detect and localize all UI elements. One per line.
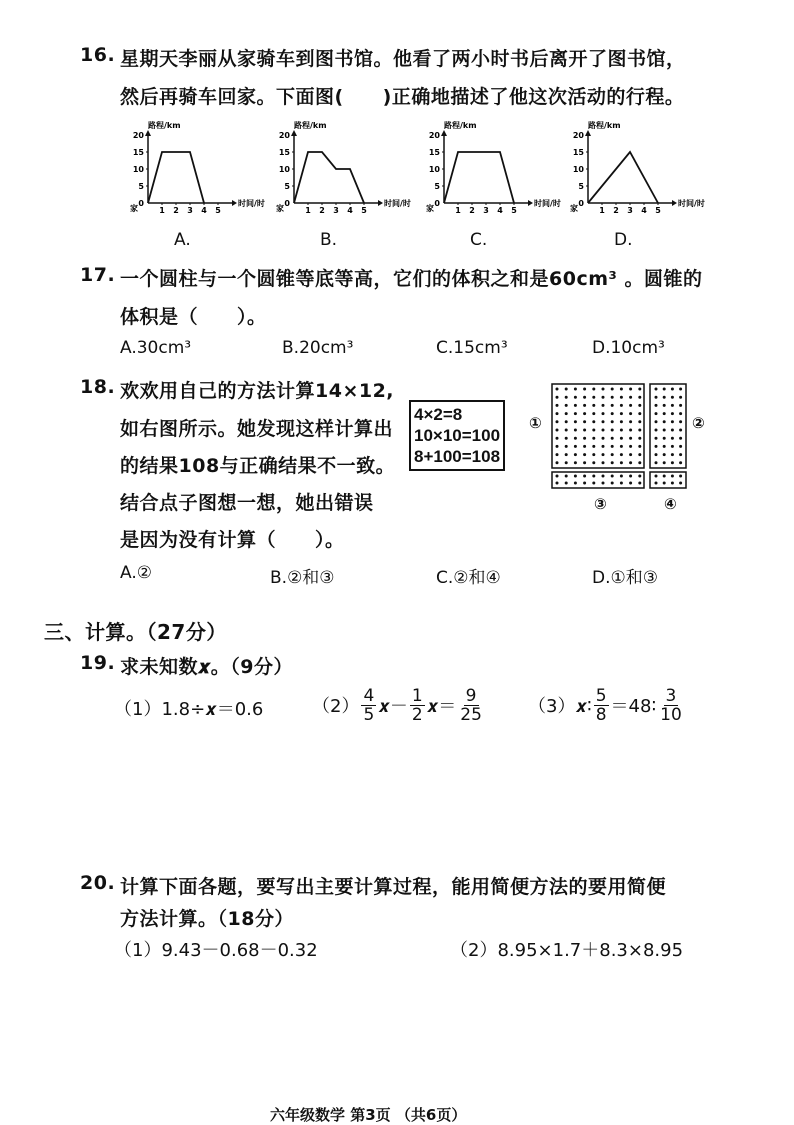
dot xyxy=(663,396,666,399)
dot xyxy=(620,475,623,478)
dot xyxy=(655,429,658,432)
dot xyxy=(611,396,614,399)
dot xyxy=(679,437,682,440)
dot xyxy=(655,396,658,399)
q17-line1: 一个圆柱与一个圆锥等底等高，它们的体积之和是60cm³ 。圆锥的 xyxy=(120,268,703,290)
x-tick-label: 4 xyxy=(201,206,207,215)
dot xyxy=(620,404,623,407)
dot xyxy=(602,453,605,456)
dot xyxy=(556,420,559,423)
dot xyxy=(671,412,674,415)
dot xyxy=(679,482,682,485)
q18-line4: 结合点子图想一想，她出错误 xyxy=(120,492,374,514)
dot xyxy=(592,412,595,415)
dot xyxy=(655,388,658,391)
origin-label: 家 xyxy=(130,204,138,213)
q19-part1 xyxy=(114,688,263,728)
dot xyxy=(611,388,614,391)
x-tick-label: 5 xyxy=(361,206,367,215)
dot xyxy=(655,453,658,456)
dot xyxy=(671,404,674,407)
dot xyxy=(583,461,586,464)
y-tick-label: 0 xyxy=(578,199,584,208)
dot xyxy=(620,482,623,485)
dot xyxy=(629,388,632,391)
q16-option-b[interactable]: B. xyxy=(320,230,338,250)
series-line xyxy=(294,152,364,203)
dot xyxy=(602,388,605,391)
dot xyxy=(638,437,641,440)
dot xyxy=(611,429,614,432)
dot xyxy=(592,396,595,399)
dot xyxy=(638,475,641,478)
dot xyxy=(556,475,559,478)
q19-part1-text: （1）1.8÷𝒙＝0.6 xyxy=(114,699,264,720)
series-line xyxy=(588,152,658,203)
dot xyxy=(602,420,605,423)
x-tick-label: 3 xyxy=(627,206,633,215)
dot xyxy=(655,420,658,423)
dot xyxy=(638,396,641,399)
q19-title: 求未知数𝒙。（9分） xyxy=(120,656,293,678)
q18-option-c[interactable]: C.②和④ xyxy=(436,568,501,588)
dot xyxy=(638,412,641,415)
dot xyxy=(574,437,577,440)
x-tick-label: 4 xyxy=(641,206,647,215)
dot xyxy=(655,475,658,478)
dot xyxy=(556,396,559,399)
dot xyxy=(679,388,682,391)
q17-line2: 体积是（ ）。 xyxy=(120,306,267,328)
x-tick-label: 5 xyxy=(511,206,517,215)
dot xyxy=(620,412,623,415)
dot xyxy=(556,482,559,485)
dot xyxy=(655,412,658,415)
q19-part2-eq: 𝒙＝ xyxy=(426,696,457,717)
x-tick-label: 4 xyxy=(497,206,503,215)
x-tick-label: 3 xyxy=(483,206,489,215)
dot xyxy=(602,437,605,440)
dot xyxy=(679,453,682,456)
y-tick-label: 20 xyxy=(132,131,144,140)
x-tick-label: 2 xyxy=(173,206,179,215)
dot xyxy=(663,429,666,432)
dot xyxy=(583,482,586,485)
dot xyxy=(655,404,658,407)
dot xyxy=(556,388,559,391)
q19-part3-mid: ＝48∶ xyxy=(610,696,657,717)
chart-a xyxy=(126,118,286,250)
origin-label: 家 xyxy=(276,204,284,213)
dot xyxy=(638,404,641,407)
dot xyxy=(556,437,559,440)
dot xyxy=(592,404,595,407)
x-tick-label: 3 xyxy=(333,206,339,215)
y-tick-label: 15 xyxy=(428,148,440,157)
dot xyxy=(679,412,682,415)
dot xyxy=(663,445,666,448)
page-footer: 六年级数学 第3页 （共6页） xyxy=(270,1106,467,1124)
mark-4: ④ xyxy=(664,495,677,513)
q19-number: 19. xyxy=(80,652,116,674)
dot xyxy=(611,453,614,456)
dot xyxy=(620,396,623,399)
dot xyxy=(583,404,586,407)
dot xyxy=(565,412,568,415)
origin-label: 家 xyxy=(426,204,434,213)
y-axis-label: 路程/km xyxy=(294,121,327,130)
dot xyxy=(592,437,595,440)
q16-line2: 然后再骑车回家。下面图( )正确地描述了他这次活动的行程。 xyxy=(120,86,685,108)
dot xyxy=(663,475,666,478)
dot xyxy=(574,396,577,399)
fraction: $\frac{3}{10}$ xyxy=(660,685,682,725)
block-3 xyxy=(552,472,644,488)
mark-3: ③ xyxy=(594,495,607,513)
dot xyxy=(671,388,674,391)
dot xyxy=(574,461,577,464)
q18-option-b[interactable]: B.②和③ xyxy=(270,568,335,588)
chart-c xyxy=(422,118,582,250)
dot xyxy=(671,461,674,464)
mark-2: ② xyxy=(692,414,705,432)
dot xyxy=(679,420,682,423)
dot xyxy=(565,445,568,448)
block-4 xyxy=(650,472,686,488)
x-axis-arrow xyxy=(378,200,383,206)
y-axis-label: 路程/km xyxy=(588,121,621,130)
dot xyxy=(574,404,577,407)
dot xyxy=(574,412,577,415)
q18-line2: 如右图所示。她发现这样计算出 xyxy=(120,418,394,440)
origin-label: 家 xyxy=(570,204,578,213)
q20-part2: （2）8.95×1.7＋8.3×8.95 xyxy=(450,940,684,961)
x-tick-label: 1 xyxy=(455,206,461,215)
y-tick-label: 20 xyxy=(572,131,584,140)
dot xyxy=(663,388,666,391)
q20-line2: 方法计算。（18分） xyxy=(120,908,294,930)
dot xyxy=(556,404,559,407)
dot xyxy=(611,482,614,485)
dot xyxy=(655,482,658,485)
q20-line1: 计算下面各题，要写出主要计算过程，能用简便方法的要用简便 xyxy=(120,876,667,898)
y-tick-label: 10 xyxy=(132,165,144,174)
dot xyxy=(679,445,682,448)
dot xyxy=(663,482,666,485)
dot xyxy=(574,429,577,432)
q16-option-d[interactable]: D. xyxy=(614,230,633,250)
q16-number: 16. xyxy=(80,44,116,66)
dot xyxy=(611,461,614,464)
dot xyxy=(620,445,623,448)
dot xyxy=(671,453,674,456)
dot xyxy=(583,396,586,399)
dot xyxy=(592,420,595,423)
dot xyxy=(620,453,623,456)
dot xyxy=(565,388,568,391)
dot xyxy=(663,412,666,415)
dot xyxy=(574,445,577,448)
x-tick-label: 2 xyxy=(613,206,619,215)
x-axis-label: 时间/时 xyxy=(678,199,705,208)
dot xyxy=(663,404,666,407)
q18-number: 18. xyxy=(80,376,116,398)
x-tick-label: 3 xyxy=(187,206,193,215)
y-tick-label: 5 xyxy=(138,182,144,191)
dot xyxy=(592,429,595,432)
dot xyxy=(574,475,577,478)
dot xyxy=(583,388,586,391)
dot xyxy=(629,475,632,478)
q17-option-d[interactable]: D.10cm³ xyxy=(592,338,665,358)
dot xyxy=(638,420,641,423)
dot xyxy=(583,475,586,478)
dot xyxy=(602,412,605,415)
dot xyxy=(638,388,641,391)
q17-option-a[interactable]: A.30cm³ xyxy=(120,338,192,358)
y-tick-label: 0 xyxy=(434,199,440,208)
dot xyxy=(565,437,568,440)
x-tick-label: 5 xyxy=(215,206,221,215)
q18-option-a[interactable]: A.② xyxy=(120,563,152,583)
dot xyxy=(629,420,632,423)
dot xyxy=(671,420,674,423)
y-tick-label: 5 xyxy=(434,182,440,191)
dot xyxy=(638,461,641,464)
dot xyxy=(611,404,614,407)
y-tick-label: 20 xyxy=(428,131,440,140)
q16-line1: 星期天李丽从家骑车到图书馆。他看了两小时书后离开了图书馆， xyxy=(120,48,686,70)
dot xyxy=(556,461,559,464)
x-axis-arrow xyxy=(672,200,677,206)
fraction: $\frac{5}{8}$ xyxy=(595,685,607,725)
y-tick-label: 15 xyxy=(278,148,290,157)
calc-line-2: 10×10=100 xyxy=(414,426,501,445)
dot xyxy=(663,420,666,423)
q19-part2-mid: 𝒙－ xyxy=(378,696,408,717)
x-axis-label: 时间/时 xyxy=(238,199,265,208)
y-tick-label: 5 xyxy=(578,182,584,191)
dot xyxy=(592,475,595,478)
y-tick-label: 0 xyxy=(284,199,290,208)
dot xyxy=(556,453,559,456)
dot-array-figure xyxy=(550,382,690,492)
calc-line-3: 8+100=108 xyxy=(414,447,501,466)
q17-number: 17. xyxy=(80,264,116,286)
dot xyxy=(679,396,682,399)
y-axis-label: 路程/km xyxy=(444,121,477,130)
dot xyxy=(583,429,586,432)
chart-b xyxy=(272,118,432,250)
dot xyxy=(638,429,641,432)
y-tick-label: 10 xyxy=(428,165,440,174)
x-axis-arrow xyxy=(528,200,533,206)
dot xyxy=(565,429,568,432)
dot xyxy=(629,461,632,464)
dot xyxy=(602,396,605,399)
dot xyxy=(574,388,577,391)
q19-part2-label: （2） xyxy=(312,696,360,717)
dot xyxy=(565,453,568,456)
dot xyxy=(611,437,614,440)
dot xyxy=(679,461,682,464)
series-line xyxy=(148,152,204,203)
x-axis-arrow xyxy=(232,200,237,206)
dot xyxy=(620,429,623,432)
dot xyxy=(679,475,682,478)
section-title: 三、计算。（27分） xyxy=(44,620,227,644)
dot xyxy=(565,396,568,399)
y-tick-label: 20 xyxy=(278,131,290,140)
x-axis-label: 时间/时 xyxy=(384,199,411,208)
dot xyxy=(565,475,568,478)
x-tick-label: 4 xyxy=(347,206,353,215)
x-axis-label: 时间/时 xyxy=(534,199,561,208)
dot xyxy=(565,461,568,464)
dot xyxy=(602,461,605,464)
y-tick-label: 5 xyxy=(284,182,290,191)
mark-1: ① xyxy=(529,414,542,432)
dot xyxy=(629,412,632,415)
dot xyxy=(638,482,641,485)
y-tick-label: 0 xyxy=(138,199,144,208)
dot xyxy=(574,453,577,456)
dot xyxy=(629,445,632,448)
dot xyxy=(629,429,632,432)
dot xyxy=(602,445,605,448)
x-tick-label: 1 xyxy=(599,206,605,215)
dot xyxy=(583,453,586,456)
q19-part3 xyxy=(528,680,686,730)
series-line xyxy=(444,152,514,203)
dot xyxy=(663,453,666,456)
x-tick-label: 1 xyxy=(305,206,311,215)
dot xyxy=(574,482,577,485)
q20-part1: （1）9.43－0.68－0.32 xyxy=(114,940,318,961)
y-tick-label: 10 xyxy=(278,165,290,174)
dot xyxy=(671,429,674,432)
dot xyxy=(620,461,623,464)
q20-number: 20. xyxy=(80,872,116,894)
fraction: $\frac{9}{25}$ xyxy=(460,685,482,725)
fraction: $\frac{4}{5}$ xyxy=(363,685,375,725)
dot xyxy=(556,445,559,448)
fraction: $\frac{1}{2}$ xyxy=(411,685,423,725)
chart-d xyxy=(566,118,726,250)
dot xyxy=(663,437,666,440)
dot xyxy=(679,429,682,432)
dot xyxy=(592,482,595,485)
dot xyxy=(671,475,674,478)
q17-option-c[interactable]: C.15cm³ xyxy=(436,338,508,358)
dot xyxy=(620,437,623,440)
dot xyxy=(629,453,632,456)
dot xyxy=(638,453,641,456)
q19-part3-label: （3）𝒙∶ xyxy=(528,696,592,717)
dot xyxy=(556,412,559,415)
dot xyxy=(592,453,595,456)
q18-line3: 的结果108与正确结果不一致。 xyxy=(120,455,396,477)
q18-line5: 是因为没有计算（ ）。 xyxy=(120,529,345,551)
dot xyxy=(629,396,632,399)
dot xyxy=(602,404,605,407)
dot xyxy=(620,388,623,391)
dot xyxy=(611,475,614,478)
dot xyxy=(602,482,605,485)
q18-option-d[interactable]: D.①和③ xyxy=(592,568,658,588)
dot xyxy=(671,445,674,448)
x-tick-label: 2 xyxy=(469,206,475,215)
dot xyxy=(583,445,586,448)
dot xyxy=(602,475,605,478)
dot xyxy=(565,404,568,407)
dot xyxy=(592,388,595,391)
q16-option-c[interactable]: C. xyxy=(470,230,488,250)
y-tick-label: 15 xyxy=(132,148,144,157)
calc-line-1: 4×2=8 xyxy=(414,405,463,424)
dot xyxy=(629,437,632,440)
dot xyxy=(583,420,586,423)
x-tick-label: 5 xyxy=(655,206,661,215)
dot xyxy=(629,482,632,485)
dot xyxy=(620,420,623,423)
dot xyxy=(655,461,658,464)
dot xyxy=(556,429,559,432)
dot xyxy=(592,461,595,464)
dot xyxy=(583,412,586,415)
dot xyxy=(629,404,632,407)
dot xyxy=(671,396,674,399)
q17-option-b[interactable]: B.20cm³ xyxy=(282,338,354,358)
dot xyxy=(671,437,674,440)
y-axis-label: 路程/km xyxy=(148,121,181,130)
q19-part2 xyxy=(312,680,486,730)
y-tick-label: 15 xyxy=(572,148,584,157)
dot xyxy=(671,482,674,485)
dot xyxy=(611,420,614,423)
x-tick-label: 2 xyxy=(319,206,325,215)
dot xyxy=(638,445,641,448)
dot xyxy=(583,437,586,440)
dot xyxy=(565,420,568,423)
y-tick-label: 10 xyxy=(572,165,584,174)
q18-line1: 欢欢用自己的方法计算14×12, xyxy=(120,380,395,402)
dot xyxy=(663,461,666,464)
calculation-box xyxy=(409,400,505,471)
dot xyxy=(611,412,614,415)
x-tick-label: 1 xyxy=(159,206,165,215)
q16-option-a[interactable]: A. xyxy=(174,230,191,250)
dot xyxy=(602,429,605,432)
dot xyxy=(574,420,577,423)
dot xyxy=(565,482,568,485)
dot xyxy=(679,404,682,407)
dot xyxy=(611,445,614,448)
dot xyxy=(592,445,595,448)
dot xyxy=(655,445,658,448)
dot xyxy=(655,437,658,440)
